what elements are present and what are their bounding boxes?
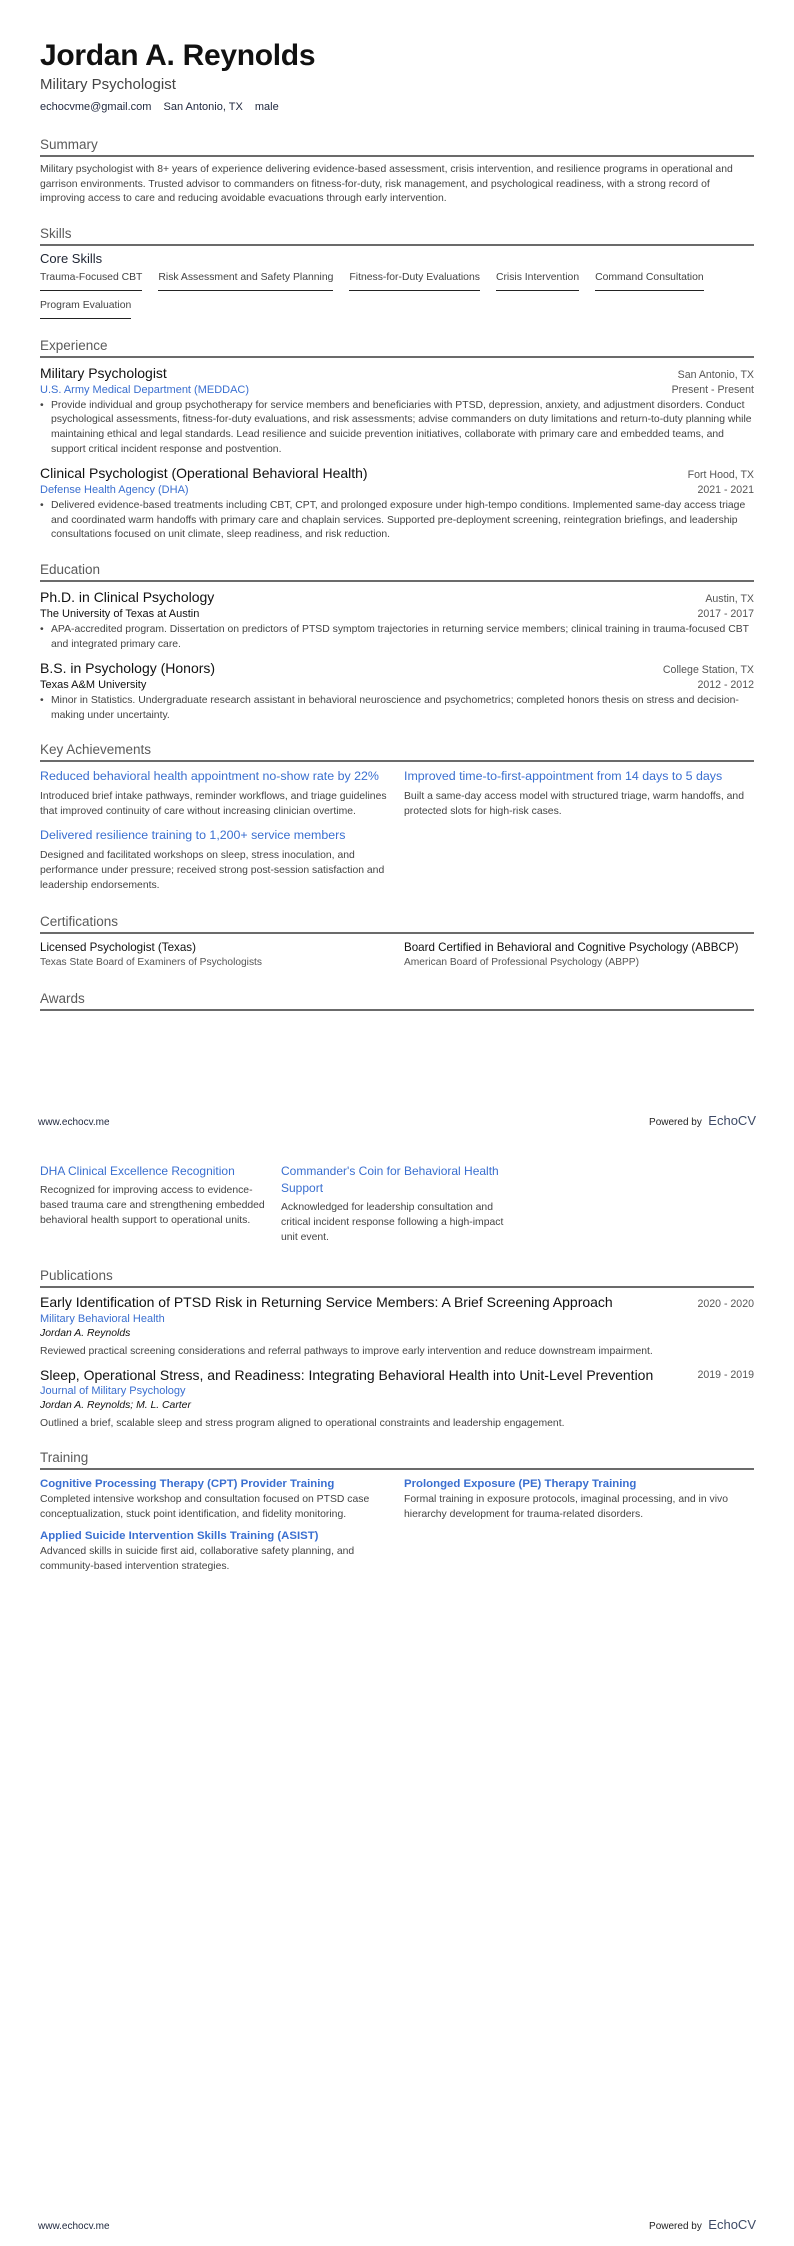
summary-text: Military psychologist with 8+ years of experience delivering evidence-based assessment, crisis intervention, and resilience programs in operational and garrison environments. Trusted advisor to commanders on fitness-for-duty, risk management, and psychological readiness, with a strong record of improving access to care and reducing avoidable evacuations through early intervention. — [40, 164, 733, 205]
section-title-summary: Summary — [40, 136, 754, 157]
page-2-footer — [38, 2216, 756, 2234]
school: The University of Texas at Austin — [40, 607, 200, 620]
awards-grid — [40, 1163, 754, 1245]
school: Texas A&M University — [40, 679, 147, 692]
achievement-desc: Introduced brief intake pathways, reminder workflows, and triage guidelines that improved continuity of care without increasing clinician overtime. — [40, 791, 387, 818]
publication-title: Sleep, Operational Stress, and Readiness: Integrating Behavioral Health into Unit-Level Prevention — [40, 1367, 654, 1383]
candidate-name: Jordan A. Reynolds — [40, 39, 316, 72]
job-dates: Present - Present — [671, 383, 754, 396]
brand-logo[interactable]: EchoCV — [708, 2217, 756, 2232]
publication-journal: Military Behavioral Health — [40, 1313, 165, 1325]
education-entry — [40, 659, 754, 723]
achievement-item — [40, 768, 390, 819]
publication-journal: Journal of Military Psychology — [40, 1385, 186, 1397]
publications-list — [40, 1294, 754, 1431]
powered-by-label: Powered by — [649, 1117, 702, 1128]
publication-title: Early Identification of PTSD Risk in Returning Service Members: A Brief Screening Approach — [40, 1294, 613, 1310]
section-title-experience: Experience — [40, 337, 754, 358]
education-dates: 2017 - 2017 — [697, 607, 754, 620]
education-section — [40, 561, 754, 723]
contact-gender: male — [254, 101, 279, 113]
contact-email[interactable]: echocvme@gmail.com — [40, 101, 152, 113]
employer: U.S. Army Medical Department (MEDDAC) — [40, 383, 250, 396]
section-title-training: Training — [40, 1449, 754, 1470]
publication-summary: Outlined a brief, scalable sleep and stress program aligned to operational constraints and leadership engagement. — [40, 1418, 565, 1429]
achievement-title: Delivered resilience training to 1,200+ service members — [40, 828, 346, 843]
experience-entry — [40, 464, 754, 543]
education-bullet: • APA-accredited program. Dissertation on predictors of PTSD symptom trajectories in returning service members; clinical training in trauma-focused CBT and integrated primary care. — [40, 623, 754, 652]
award-title: Commander's Coin for Behavioral Health Support — [281, 1164, 499, 1195]
skill-tag: Trauma-Focused CBT — [40, 271, 142, 291]
achievement-desc: Built a same-day access model with structured triage, warm handoffs, and protected slots for high-risk cases. — [404, 791, 744, 818]
section-title-skills: Skills — [40, 225, 754, 246]
skill-tag: Risk Assessment and Safety Planning — [158, 271, 333, 291]
section-title-awards: Awards — [40, 990, 754, 1011]
job-title: Military Psychologist — [40, 364, 167, 381]
section-title-certifications: Certifications — [40, 913, 754, 934]
achievements-grid — [40, 768, 754, 901]
achievement-title: Reduced behavioral health appointment no-show rate by 22% — [40, 769, 379, 784]
training-item — [40, 1476, 390, 1522]
school-location: Austin, TX — [705, 592, 754, 605]
powered-by-label: Powered by — [649, 2221, 702, 2232]
section-title-education: Education — [40, 561, 754, 582]
achievement-item — [40, 827, 390, 893]
skill-tag: Crisis Intervention — [496, 271, 579, 291]
award-item — [281, 1163, 507, 1245]
education-dates: 2012 - 2012 — [697, 679, 754, 692]
award-title: DHA Clinical Excellence Recognition — [40, 1164, 235, 1178]
achievement-desc: Designed and facilitated workshops on sleep, stress inoculation, and performance under pressure; received strong post-session satisfaction and leadership endorsements. — [40, 850, 385, 892]
achievement-item — [404, 768, 754, 819]
certification-issuer: Texas State Board of Examiners of Psychologists — [40, 957, 262, 969]
training-title: Cognitive Processing Therapy (CPT) Provider Training — [40, 1478, 335, 1490]
skill-tag: Fitness-for-Duty Evaluations — [349, 271, 480, 291]
awards-section-header — [40, 990, 754, 1011]
footer-url[interactable]: www.echocv.me — [38, 2221, 110, 2232]
publication-authors: Jordan A. Reynolds; M. L. Carter — [40, 1400, 191, 1411]
training-desc: Formal training in exposure protocols, imaginal processing, and in vivo hierarchy development for trauma-related disorders. — [404, 1494, 729, 1520]
candidate-headline: Military Psychologist — [40, 76, 176, 93]
certification-issuer: American Board of Professional Psychology (ABPP) — [404, 957, 639, 969]
publications-section — [40, 1267, 754, 1431]
training-title: Prolonged Exposure (PE) Therapy Training — [404, 1478, 637, 1490]
job-bullet: • Delivered evidence-based treatments including CBT, CPT, and prolonged exposure under high-tempo conditions. Implemented same-day access triage and coordinated warm handoffs with primary care and chaplain services. Supported pre-deployment screening, reintegration briefings, and leadership consultations focused on unit climate, sleep readiness, and risk reduction. — [40, 499, 754, 543]
training-item — [40, 1528, 390, 1574]
job-title: Clinical Psychologist (Operational Behavioral Health) — [40, 465, 368, 482]
publication-item — [40, 1294, 754, 1359]
summary-section — [40, 136, 754, 207]
publication-authors: Jordan A. Reynolds — [40, 1328, 131, 1339]
skill-tag: Program Evaluation — [40, 299, 131, 319]
training-item — [404, 1476, 754, 1522]
brand-logo[interactable]: EchoCV — [708, 1113, 756, 1128]
job-dates: 2021 - 2021 — [697, 484, 754, 497]
experience-list — [40, 364, 754, 543]
section-title-achievements: Key Achievements — [40, 741, 754, 762]
skill-list — [40, 271, 754, 327]
publication-summary: Reviewed practical screening considerations and referral pathways to improve early intervention and reduce downstream impairment. — [40, 1346, 653, 1357]
resume-header — [40, 38, 754, 114]
resume-page-2 — [0, 1123, 794, 2246]
certifications-grid — [40, 940, 754, 970]
education-entry — [40, 588, 754, 652]
page-2-content — [40, 1163, 754, 1580]
award-desc: Recognized for improving access to evidence-based trauma care and strengthening embedded behavioral health support to operational units. — [40, 1185, 265, 1226]
publication-dates: 2020 - 2020 — [697, 1298, 754, 1310]
certification-item — [40, 940, 390, 970]
experience-entry — [40, 364, 754, 457]
training-desc: Advanced skills in suicide first aid, collaborative safety planning, and community-based intervention strategies. — [40, 1546, 355, 1572]
section-title-publications: Publications — [40, 1267, 754, 1288]
skill-tag: Command Consultation — [595, 271, 704, 291]
certification-name: Board Certified in Behavioral and Cognitive Psychology (ABBCP) — [404, 941, 739, 955]
training-title: Applied Suicide Intervention Skills Training (ASIST) — [40, 1530, 319, 1542]
publication-dates: 2019 - 2019 — [697, 1369, 754, 1381]
experience-section — [40, 337, 754, 543]
achievements-section — [40, 741, 754, 901]
contact-location: San Antonio, TX — [163, 101, 243, 113]
contact-line — [40, 100, 754, 114]
school-location: College Station, TX — [662, 664, 754, 677]
certification-name: Licensed Psychologist (Texas) — [40, 941, 196, 955]
training-section — [40, 1449, 754, 1580]
footer-url[interactable]: www.echocv.me — [38, 1117, 110, 1128]
degree: B.S. in Psychology (Honors) — [40, 660, 216, 677]
job-location: San Antonio, TX — [677, 368, 754, 381]
award-desc: Acknowledged for leadership consultation and critical incident response following a high-impact unit event. — [281, 1202, 504, 1243]
education-bullet: • Minor in Statistics. Undergraduate research assistant in behavioral neuroscience and psychometrics; completed honors thesis on stress and decision-making under uncertainty. — [40, 694, 754, 723]
skill-group-title: Core Skills — [40, 250, 103, 266]
education-list — [40, 588, 754, 723]
training-desc: Completed intensive workshop and consultation focused on PTSD case conceptualization, stuck point identification, and fidelity monitoring. — [40, 1494, 370, 1520]
skills-section — [40, 225, 754, 327]
publication-item — [40, 1367, 754, 1431]
achievement-title: Improved time-to-first-appointment from 14 days to 5 days — [404, 769, 723, 784]
page-1-content — [40, 38, 754, 1011]
job-location: Fort Hood, TX — [687, 469, 754, 482]
certification-item — [404, 940, 754, 970]
job-bullet: • Provide individual and group psychotherapy for service members and beneficiaries with PTSD, depression, anxiety, and adjustment disorders. Conduct psychological assessments, fitness-for-duty evaluations, and risk assessments; advise commanders on duty limitations and return-to-duty planning while maintaining ethical and legal standards. Lead resilience and suicide prevention initiatives, collaborate with primary care and embedded teams, and support critical incident response and postvention. — [40, 399, 754, 457]
training-grid — [40, 1476, 754, 1580]
footer-powered — [649, 2216, 756, 2234]
award-item — [40, 1163, 266, 1245]
certifications-section — [40, 913, 754, 970]
employer: Defense Health Agency (DHA) — [40, 484, 189, 497]
degree: Ph.D. in Clinical Psychology — [40, 588, 215, 605]
